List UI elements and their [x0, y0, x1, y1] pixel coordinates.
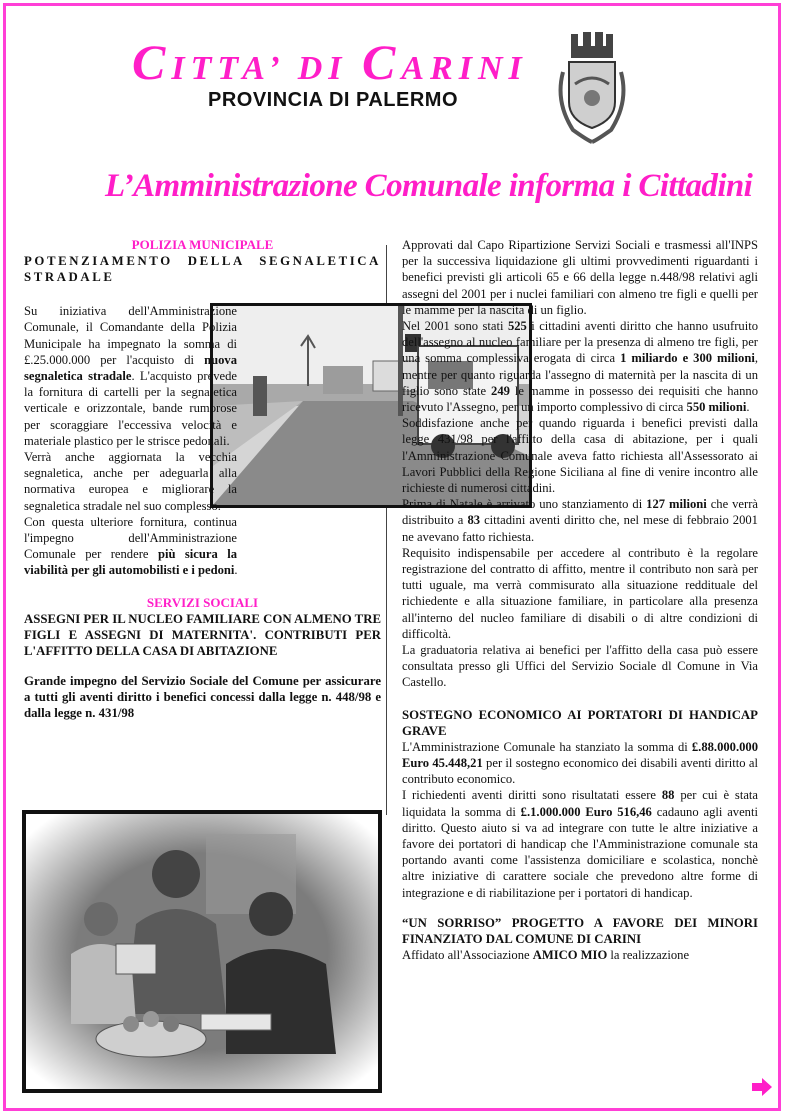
headline: L’Amministrazione Comunale informa i Cittadini	[105, 168, 753, 204]
section-label-polizia: POLIZIA MUNICIPALE	[131, 237, 274, 252]
province-title: PROVINCIA DI PALERMO	[208, 89, 459, 111]
article-paragraph: L'Amministrazione Comunale ha stanziato la somma di £.88.000.000 Euro 45.448,21 per il sostegno economico dei disabili aventi diritto al contributo economico.	[402, 739, 758, 787]
coat-of-arms-icon	[553, 32, 631, 144]
city-title: CITTA’ DI CARINI	[132, 34, 528, 90]
article-title-assegni: ASSEGNI PER IL NUCLEO FAMILIARE CON ALMENO TRE FIGLI E ASSEGNI DI MATERNITA'. CONTRIBUTI PER L'AFFITTO DELLA CASA DI ABITAZIONE	[24, 611, 381, 658]
photo-spacer	[243, 303, 381, 553]
article-paragraph: I richiedenti aventi diritti sono risultatati essere 88 per cui è stata liquidata la somma di £.1.000.000 Euro 516,46 cadauno agli aventi diritto. Questo aiuto si va ad integrare con tutte le altre iniziative a favore dei portatori di handicap che l'Amministrazione comunale sta portando avanti come l'assistenza domiciliare e scolastica, nonchè altre iniziative di carattere sociale che prevedono altre forme di integrazione e di riabilitazione per i portatori di handicap.	[402, 788, 758, 900]
article-title-sorriso: “UN SORRISO” PROGETTO A FAVORE DEI MINORI FINANZIATO DAL COMUNE DI CARINI	[402, 915, 758, 946]
article-paragraph: Approvati dal Capo Ripartizione Servizi Sociali e trasmessi all'INPS per la successiva liquidazione gli ultimi provvedimenti riguardanti i benefici previsti gli articoli 65 e 66 della legge n.448/98 relativi agli assegni del 2001 per i nuclei familiari con almeno tre figli e quelli per le mamme per la nascita di un figlio.	[402, 238, 758, 317]
article-title-sostegno: SOSTEGNO ECONOMICO AI PORTATORI DI HANDICAP GRAVE	[402, 707, 758, 738]
article-paragraph: Su iniziativa dell'Amministrazione Comunale, il Comandante della Polizia Municipale ha impegnato la somma di £.25.000.000 per l'acquisto di nuova segnaletica stradale. L'acquisto prevede la fornitura di cartelli per la segnaletica verticale e orizzontale, bande rumorose per scoraggiare l'eccessiva velocità e materiale plastico per le strisce pedonali.	[24, 304, 237, 448]
arrow-right-icon[interactable]	[752, 1078, 772, 1096]
article-paragraph: Prima di Natale è arrivato uno stanziamento di 127 milioni che verrà distribuito a 83 cittadini aventi diritto che, nel mese di febbraio 2001 ne avevano fatto richiesta.	[402, 497, 759, 544]
left-column	[24, 237, 381, 721]
article-subtitle-assegni: Grande impegno del Servizio Sociale del Comune per assicurare a tutti gli aventi diritto i benefici concessi dalla legge n. 448/98 e dalla legge n. 431/98	[24, 673, 381, 720]
article-paragraph: Verrà anche aggiornata la vecchia segnaletica, anche per adeguarla alla normativa europea e migliorare la segnaletica stradale nel suo complesso.	[24, 450, 237, 513]
article-paragraph: Requisito indispensabile per accedere al contributo è la regolare registrazione del contratto di affitto, mentre il contributo non sarà per tutti uguale, ma verrà commisurato alla situazione reddituale del richiedente e alla situazione familiare, in particolare alla presenza all'interno del nucleo familiare di disabili o di altre condizioni di difficoltà.	[402, 545, 758, 641]
article-paragraph: Affidato all'Associazione AMICO MIO la realizzazione	[402, 947, 690, 962]
article-title-segnaletica: POTENZIAMENTO DELLA SEGNALETICA STRADALE	[24, 254, 381, 285]
family-photo	[22, 810, 382, 1093]
right-column	[402, 237, 758, 963]
section-label-servizi: SERVIZI SOCIALI	[146, 594, 259, 610]
article-paragraph: La graduatoria relativa ai benefici per l'affitto della casa può essere consultata presso gli Uffici del Servizio Sociale dl Comune in Via Castello.	[402, 643, 758, 690]
article-paragraph: Nel 2001 sono stati 525 i cittadini aventi diritto che hanno usufruito dell'assegno al nucleo familiare per la presenza di almeno tre figli, per una somma complessiva erogata di circa 1 miliardo e 300 milioni, mentre per quanto riguarda l'assegno di maternità per la nascita di un figlio sono state 249 le mamme in possesso dei requisiti che hanno ricevuto l'Assegno, per un importo complessivo di circa 550 milioni.	[402, 319, 759, 415]
article-paragraph: Soddisfazione anche per quando riguarda i benefici previsti dalla legge 431/98 per l'affitto della casa di abitazione, per i quali l'Amministrazione Comunale aveva fatto richiesta all'Assessorato ai Lavori Pubblici della Regione Siciliana al fine di venire incontro alle richieste di numerosi cittadini.	[402, 416, 758, 496]
article-paragraph: Con questa ulteriore fornitura, continua l'impegno dell'Amministrazione Comunale per rendere più sicura la viabilità per gli automobilisti e i pedoni.	[24, 514, 238, 578]
